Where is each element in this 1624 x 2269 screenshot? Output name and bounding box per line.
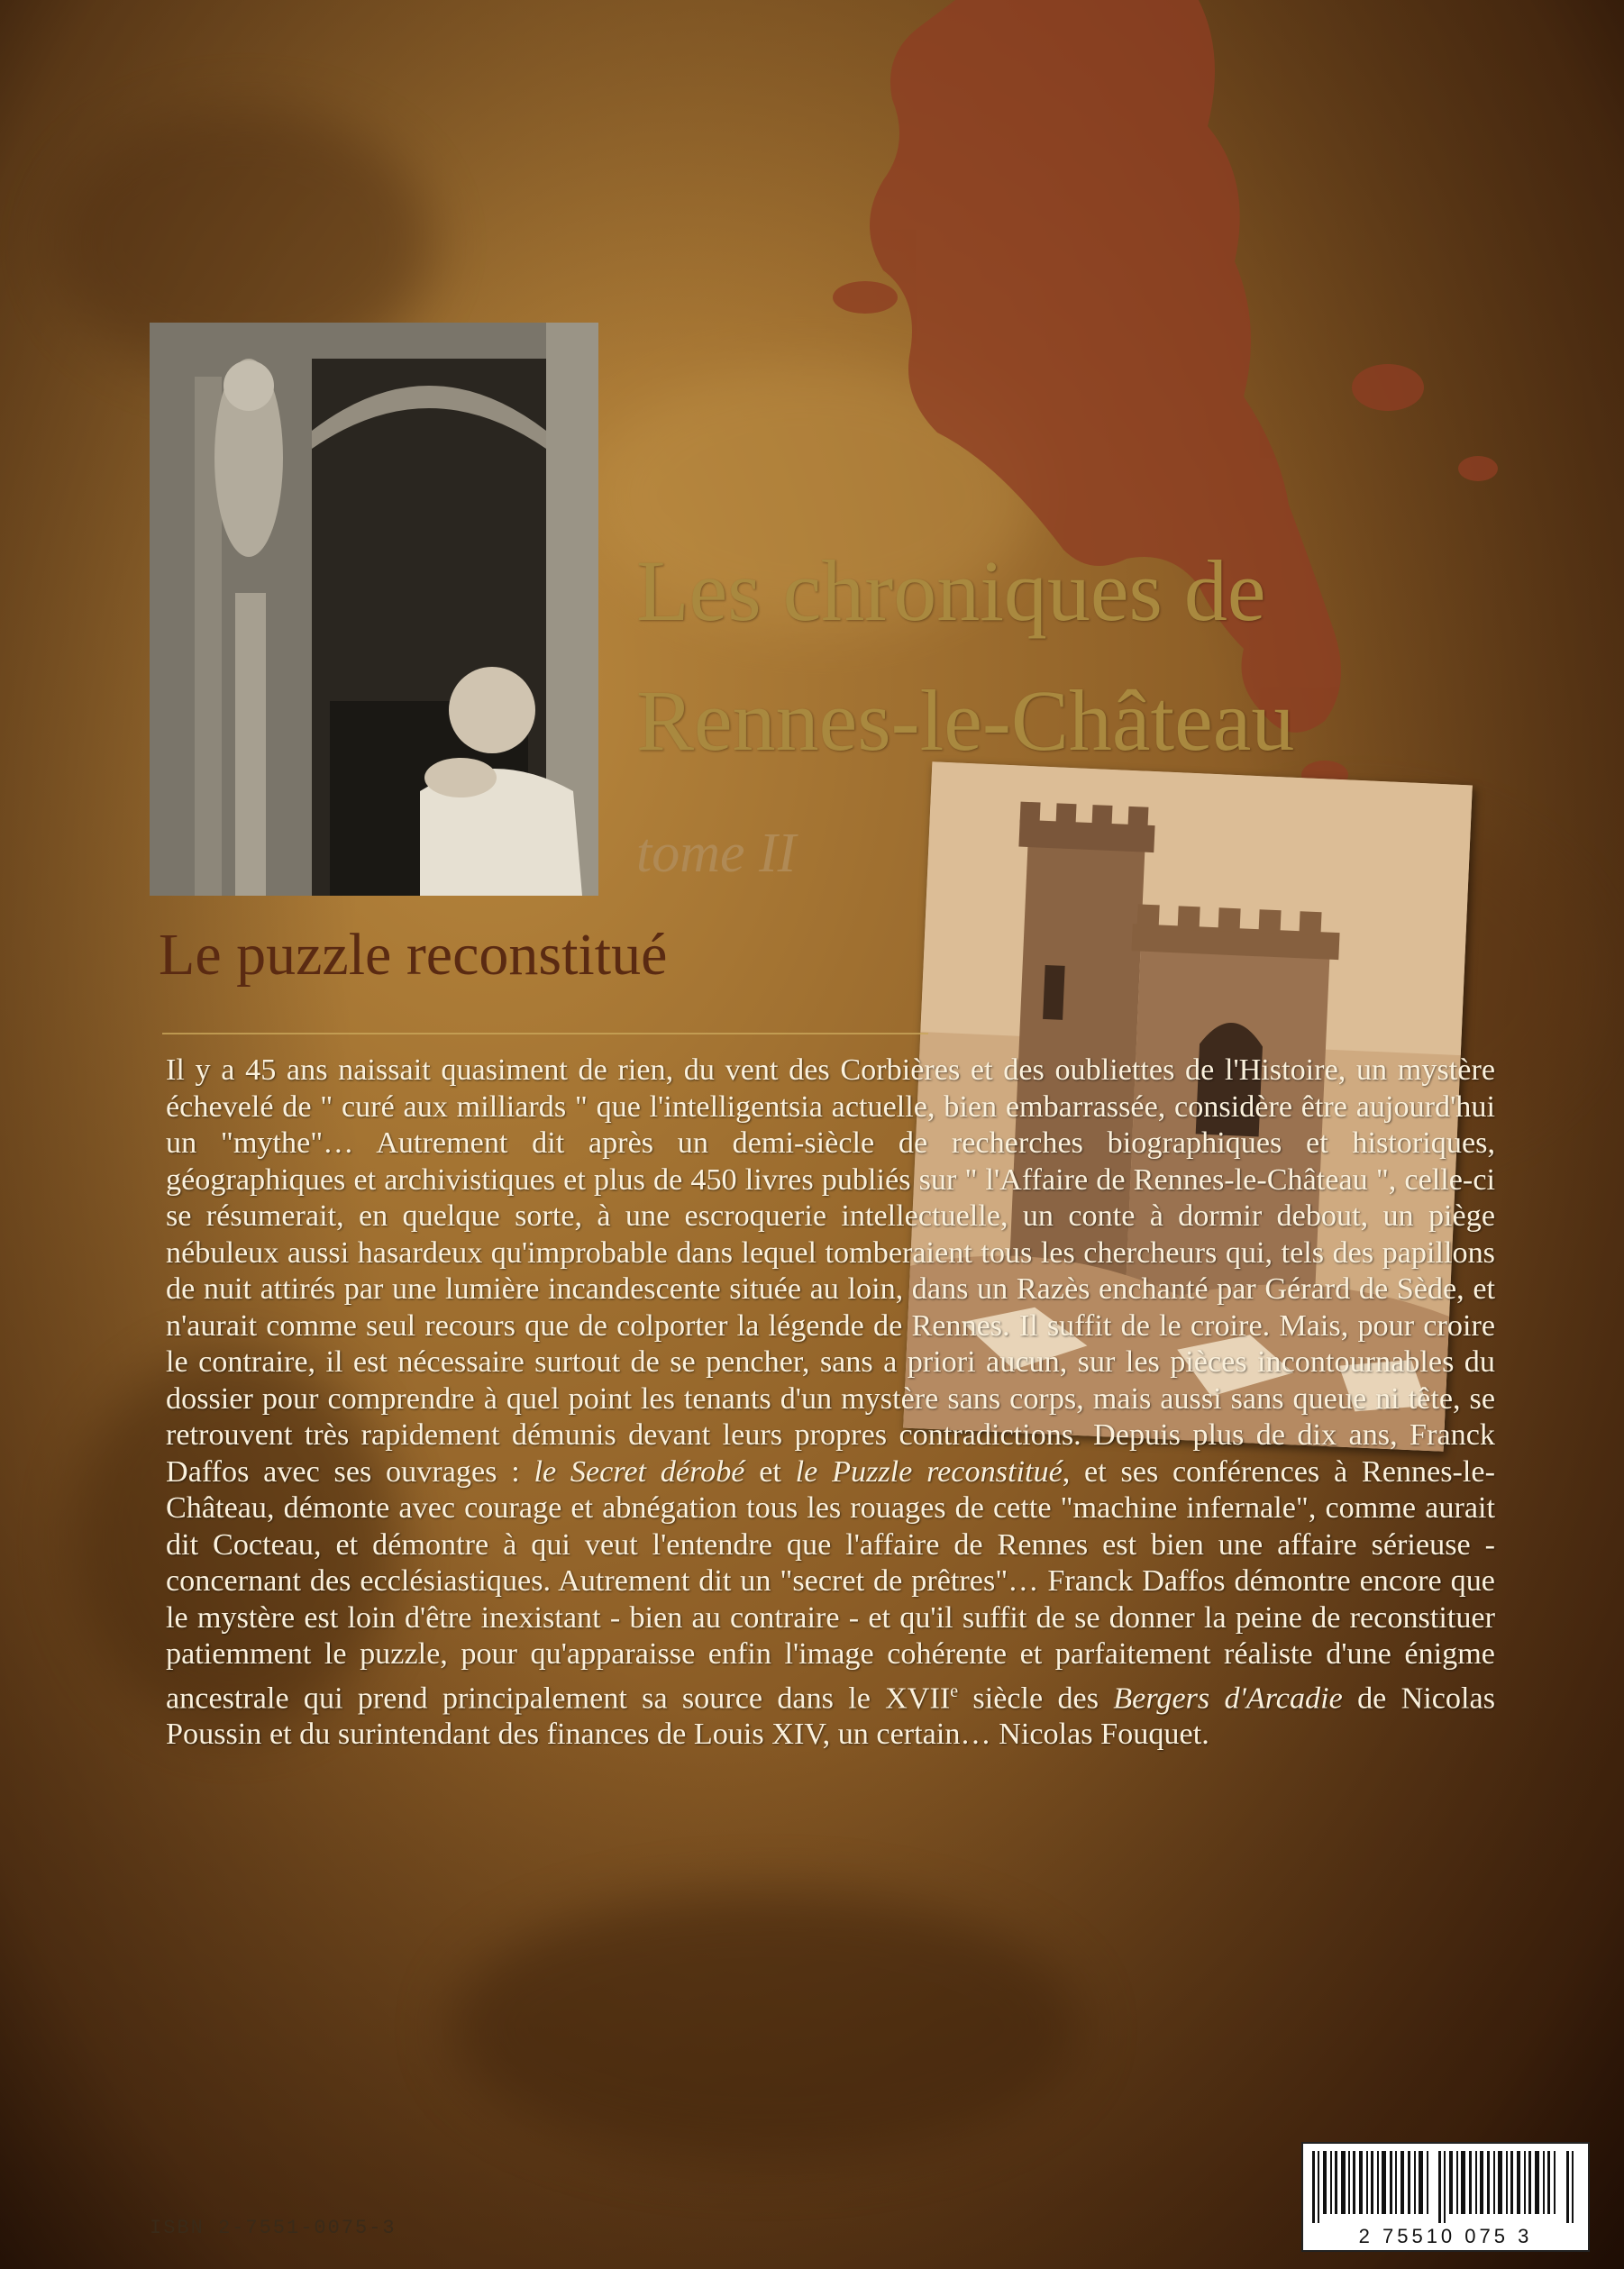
italic-title: le Secret dérobé	[534, 1454, 745, 1489]
tome-label: tome II	[636, 823, 797, 884]
italic-title: le Puzzle reconstitué	[795, 1454, 1063, 1489]
title-divider	[162, 1033, 928, 1034]
italic-title: Bergers d'Arcadie	[1113, 1681, 1343, 1715]
series-title-line1: Les chroniques de	[636, 542, 1266, 639]
book-subtitle: Le puzzle reconstitué	[159, 922, 668, 988]
author-photo-illustration	[150, 323, 598, 896]
series-title-line2: Rennes-le-Château	[636, 672, 1295, 769]
blurb-paragraph: Il y a 45 ans naissait quasiment de rien, du vent des Corbières et des oubliettes de l'Histoire, un mystère échevelé de " curé aux milliards " que l'intelligentsia actuelle, bien embarrassée, considère être aujourd'hui un "mythe"… Autrement dit après un demi-siècle de recherches biographiques et historiques, géographiques et archivistiques et plus de 450 livres publiés sur " l'Affaire de Rennes-le-Château ", celle-ci se résumerait, en quelque sorte, à une escroquerie intellectuelle, un conte à dormir debout, un piège nébuleux aussi hasardeux qu'improbable dans lequel tomberaient tous les chercheurs qui, tels des papillons de nuit attirés par une lumière incandescente située au loin, dans un Razès enchanté par Gérard de Sède, et n'aurait comme seul recours que de colporter la légende de Rennes. Il suffit de le croire. Mais, pour croire le contraire, il est nécessaire surtout de se pencher, sans a priori aucun, sur les pièces incontournables du dossier pour comprendre à quel point les tenants d'un mystère sans corps, mais aussi sans queue ni tête, se retrouvent très rapidement démunis devant leurs propres contradictions. Depuis plus de dix ans, Franck Daffos avec ses ouvrages : le Secret dérobé et le Puzzle reconstitué, et ses conférences à Rennes-le-Château, démonte avec courage et abnégation tous les rouages de cette "machine infernale", comme aurait dit Cocteau, et démontre à qui veut l'entendre que l'affaire de Rennes est bien une affaire sérieuse - concernant des ecclésiastiques. Autrement dit un "secret de prêtres"… Franck Daffos démontre encore que le mystère est loin d'être inexistant - bien au contraire - et qu'il suffit de se donner la peine de reconstituer patiemment le puzzle, pour qu'apparaisse enfin l'image cohérente et parfaitement réaliste d'une énigme ancestrale qui prend principalement sa source dans le XVIIe siècle des Bergers d'Arcadie de Nicolas Poussin et du surintendant des finances de Louis XIV, un certain… Nicolas Fouquet.	[166, 1053, 1495, 1752]
back-cover-blurb	[166, 1052, 1495, 1754]
barcode-bars	[1303, 2147, 1588, 2227]
author-photo	[150, 323, 598, 896]
barcode	[1301, 2142, 1590, 2252]
century-superscript: e	[950, 1681, 959, 1701]
isbn-text: ISBN 2-7551-0075-3	[150, 2217, 397, 2239]
barcode-number: 2 75510 075 3	[1358, 2225, 1533, 2247]
